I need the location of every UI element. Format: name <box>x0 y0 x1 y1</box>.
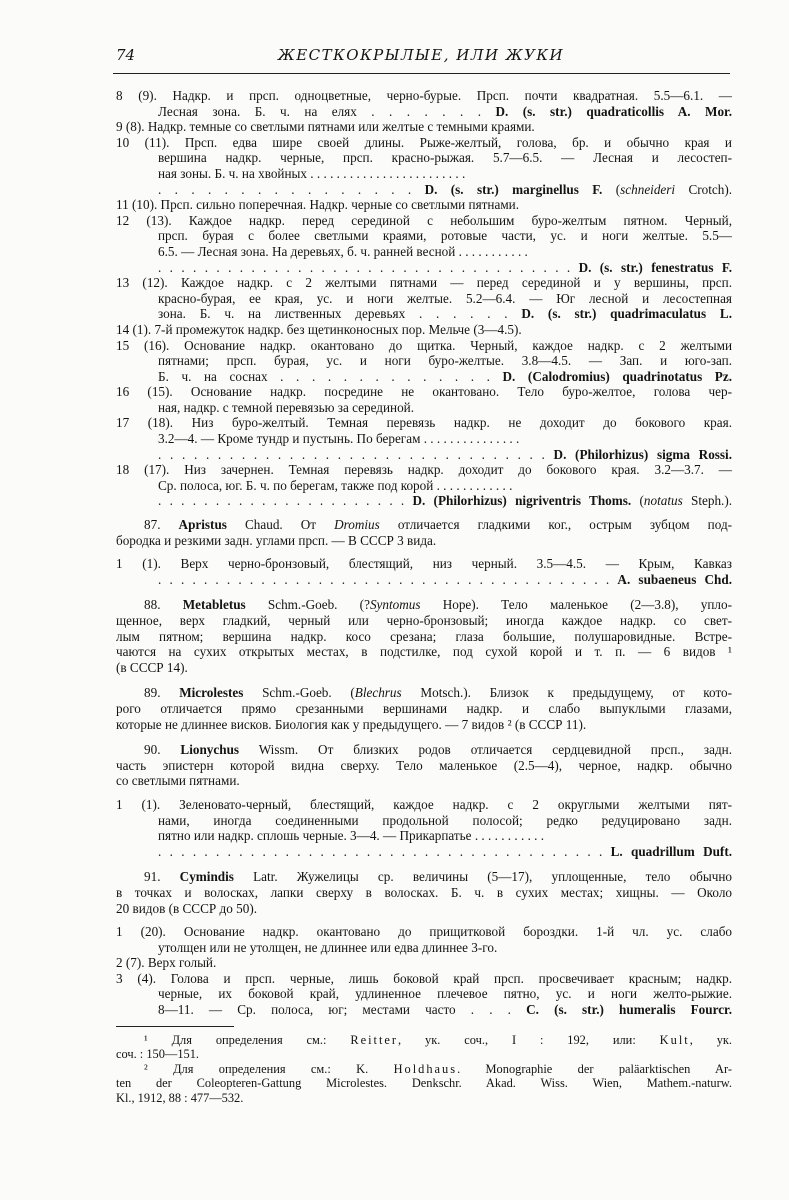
species-name: D. (Philorhizus) sigma Rossi. <box>553 446 733 462</box>
key-couplet-12: 12 (13). Каждое надкр. перед серединой с небольшим буро-желтым пятном. Черный, <box>116 212 732 228</box>
key-couplet-16: 16 (15). Основание надкр. посредине не окантовано. Тело буро-желтое, голова чер- <box>116 384 732 400</box>
genus-91-key-3: 3 (4). Голова и прсп. черные, лишь боковой край прсп. просвечивает красным; надкр. <box>116 970 732 986</box>
genus-89-line: которые не длиннее висков. Биология как у предыдущего. — 7 видов ² (в СССР 11). <box>116 716 587 732</box>
key-line: . . . . . . . . . . . . . . . . . . . . . . . . . . . . . . . . . . . . . . . L. quadrillum Duft. <box>158 843 733 859</box>
species-name: L. quadrillum Duft. <box>610 843 733 859</box>
key-line: . . . . . . . . . . . . . . . . D. (s. str.) marginellus F. (schneideri Crotch). <box>158 181 733 197</box>
key-line: утолщен или не утолщен, не длиннее или едва длиннее 3-го. <box>158 939 498 955</box>
key-line: нами, иногда соединенными продольной полосой; редко редуцировано задн. <box>158 812 732 828</box>
key-line: красно-бурая, ее края, ус. и ноги желтые. 5.2—6.4. — Юг лесной и лесостепная <box>158 290 732 306</box>
genus-91-line: в точках и волосках, лапки сверху в волосках. Б. ч. в сухих местах; хищны. — Около <box>116 884 732 900</box>
genus-87-key: 1 (1). Верх черно-бронзовый, блестящий, низ черный. 3.5—4.5. — Крым, Кавказ <box>116 556 732 572</box>
key-couplet-11: 11 (10). Прсп. сильно поперечная. Надкр. черные со светлыми пятнами. <box>116 197 520 213</box>
species-name: D. (Calodromius) quadrinotatus Pz. <box>502 368 733 384</box>
running-title: ЖЕСТКОКРЫЛЫЕ, ИЛИ ЖУКИ <box>277 46 565 64</box>
key-line: Б. ч. на соснах . . . . . . . . . . . . . . D. (Calodromius) quadrinotatus Pz. <box>158 368 733 384</box>
species-name: D. (Philorhizus) nigriventris Thoms. <box>412 493 632 509</box>
footnote-2-line: Kl., 1912, 88 : 477—532. <box>116 1091 244 1106</box>
key-line: вершина надкр. черные, прсп. красно-рыжая. 5.7—6.5. — Лесная и лесостеп- <box>158 150 732 166</box>
page-header <box>116 46 726 70</box>
key-line: 3.2—4. — Кроме тундр и пустынь. По берегам . . . . . . . . . . . . . . . <box>158 431 520 447</box>
species-name: D. (s. str.) quadrimaculatus L. <box>521 306 732 322</box>
genus-90-line: со светлыми пятнами. <box>116 773 240 789</box>
key-line: . . . . . . . . . . . . . . . . . . . . . . . . . . . . . . . . . D. (Philorhizus) sigma Rossi. <box>158 446 733 462</box>
key-line: ная зоны. Б. ч. на хвойных . . . . . . . . . . . . . . . . . . . . . . . . <box>158 165 466 181</box>
genus-88-line: (в СССР 14). <box>116 659 188 675</box>
key-couplet-15: 15 (16). Основание надкр. окантовано до щитка. Черный, каждое надкр. с 2 желтыми <box>116 337 732 353</box>
footnote-1: ¹ Для определения см.: Reitter, ук. соч., I : 192, или: Kult, ук. <box>144 1032 733 1047</box>
header-rule <box>113 73 730 74</box>
key-couplet-14: 14 (1). 7-й промежуток надкр. без щетинконосных пор. Мельче (3—4.5). <box>116 321 522 337</box>
footnotes <box>116 1033 732 1106</box>
genus-name: Metabletus <box>182 597 246 613</box>
key-line: . . . . . . . . . . . . . . . . . . . . . . D. (Philorhizus) nigriventris Thoms. (notatus Steph.). <box>158 493 733 509</box>
genus-90-key: 1 (1). Зеленовато-черный, блестящий, каждое надкр. с 2 округлыми желтыми пят- <box>116 796 732 812</box>
key-line: зона. Б. ч. на лиственных деревьях . . . . . . D. (s. str.) quadrimaculatus L. <box>158 306 732 322</box>
key-line: прсп. бурая с более светлыми краями, ротовые части, ус. и ноги желтые. 5.5— <box>158 228 732 244</box>
key-line: 6.5. — Лесная зона. На деревьях, б. ч. ранней весной . . . . . . . . . . . <box>158 243 528 259</box>
genus-88-line: лым пятном; вершина надкр. косо срезана; глаза большие, полушаровидные. Встре- <box>116 628 732 644</box>
key-couplet-17: 17 (18). Низ буро-желтый. Темная перевязь надкр. не доходит до бокового края. <box>116 415 732 431</box>
genus-90-paragraph: 90. Lionychus Wissm. От близких родов отличается сердцевидной прсп., задн. <box>144 742 733 758</box>
genus-88-paragraph: 88. Metabletus Schm.-Goeb. (?Syntomus Hope). Тело маленькое (2—3.8), упло- <box>144 597 732 613</box>
genus-88-line: щенное, верх гладкий, черный или черно-бронзовый; иногда каждое надкр. со свет- <box>116 613 732 628</box>
key-line: ная, надкр. с темной перевязью за серединой. <box>158 399 415 415</box>
footnote-1-line: соч. : 150—151. <box>116 1047 200 1062</box>
species-name: D. (s. str.) quadraticollis A. Mor. <box>495 103 732 119</box>
species-name: D. (s. str.) fenestratus F. <box>578 259 732 275</box>
genus-91-line: 20 видов (в СССР до 50). <box>116 900 258 916</box>
page-body <box>116 88 732 1106</box>
species-name: C. (s. str.) humeralis Fourcr. <box>526 1002 732 1018</box>
key-line: черные, их боковой край, удлиненное плечевое пятно, ус. и ноги желто-рыжие. <box>158 986 732 1002</box>
key-line: пятно или надкр. сплошь черные. 3—4. — Прикарпатье . . . . . . . . . . . <box>158 828 545 844</box>
genus-88-line: чаются на сухих открытых местах, в подстилке, под сухой корой и т. п. — 6 видов ¹ <box>116 644 732 660</box>
key-line: Лесная зона. Б. ч. на елях . . . . . . . D. (s. str.) quadraticollis A. Mor. <box>158 103 732 119</box>
footnote-2: ² Для определения см.: K. Holdhaus. Monographie der paläarktischen Ar- <box>144 1061 733 1076</box>
species-name: D. (s. str.) marginellus F. <box>424 181 603 197</box>
footnote-2-line: ten der Coleopteren-Gattung Microlestes. Denkschr. Akad. Wiss. Wien, Mathem.-naturw. <box>116 1076 732 1091</box>
key-line: . . . . . . . . . . . . . . . . . . . . . . . . . . . . . . . . . . . . D. (s. str.) fenestratus F. <box>158 259 732 275</box>
genus-91-key-2: 2 (7). Верх голый. <box>116 955 217 971</box>
species-name: A. subaeneus Chd. <box>617 571 733 587</box>
key-couplet-9: 9 (8). Надкр. темные со светлыми пятнами или желтые с темными краями. <box>116 119 535 135</box>
key-line: Ср. полоса, юг. Б. ч. по берегам, также под корой . . . . . . . . . . . . <box>158 477 513 493</box>
key-couplet-13: 13 (12). Каждое надкр. с 2 желтыми пятнами — перед серединой и у вершины, прсп. <box>116 275 732 291</box>
genus-91-key-1: 1 (20). Основание надкр. окантовано до прищитковой бороздки. 1-й чл. ус. слабо <box>116 924 732 940</box>
genus-name: Microlestes <box>179 685 244 701</box>
key-couplet-10: 10 (11). Прсп. едва шире своей длины. Рыже-желтый, голова, бр. и обычно края и <box>116 134 732 150</box>
genus-89-line: рого отличается прямо срезанными вершинами надкр. и слабо выпуклыми глазами, <box>116 700 732 716</box>
key-line: 8—11. — Ср. полоса, юг; местами часто . . . C. (s. str.) humeralis Fourcr. <box>158 1002 732 1018</box>
key-line: пятнами; прсп. бурая, ус. и ноги буро-желтые. 3.8—4.5. — Зап. и юго-зап. <box>158 353 732 369</box>
key-couplet-18: 18 (17). Низ зачернен. Темная перевязь надкр. доходит до бокового края. 3.2—3.7. — <box>116 462 732 478</box>
genus-name: Cymindis <box>179 869 234 885</box>
genus-91-paragraph: 91. Cymindis Latr. Жужелицы ср. величины (5—17), уплощенные, тело обычно <box>144 869 733 885</box>
footnote-rule <box>116 1026 234 1027</box>
genus-87-paragraph: 87. Apristus Chaud. От Dromius отличается гладкими ког., острым зубцом под- <box>144 517 733 533</box>
genus-89-paragraph: 89. Microlestes Schm.-Goeb. (Blechrus Motsch.). Близок к предыдущему, от кото- <box>144 685 733 701</box>
key-line: . . . . . . . . . . . . . . . . . . . . . . . . . . . . . . . . . . . . . . . . A. subaeneus Chd. <box>158 571 733 587</box>
genus-name: Apristus <box>178 517 227 533</box>
genus-name: Lionychus <box>180 742 240 758</box>
key-couplet-8: 8 (9). Надкр. и прсп. одноцветные, черно-бурые. Прсп. почти квадратная. 5.5—6.1. — <box>116 88 732 103</box>
genus-90-line: часть эпистерн которой видна сверху. Тело маленькое (2.5—4), черное, надкр. обычно <box>116 757 732 773</box>
page-number: 74 <box>116 46 136 64</box>
genus-87-line: бородка и резкими задн. углами прсп. — В СССР 3 вида. <box>116 532 437 548</box>
